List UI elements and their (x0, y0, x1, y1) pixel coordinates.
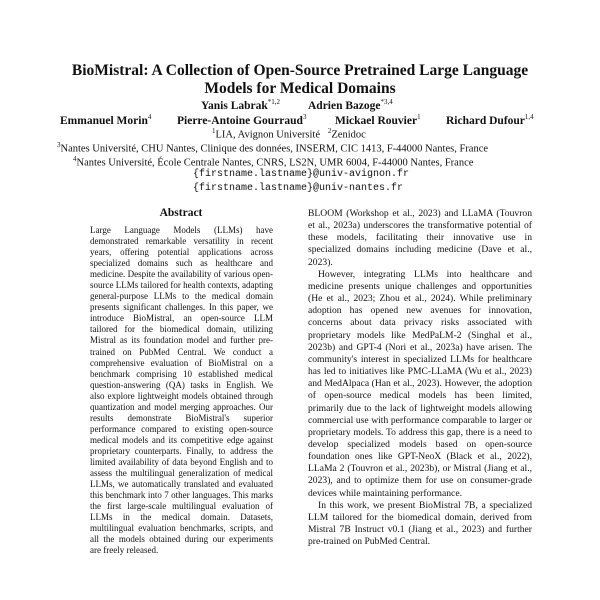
paragraph: BLOOM (Workshop et al., 2023) and LLaMA (Touvron et al., 2023a) underscores the transformative potential of these models, facilitating their innovative use in specialized domains including medicine (Dave et al., 2023). (308, 208, 532, 268)
author-3 (60, 113, 151, 127)
affiliation-sup: 1 (212, 127, 216, 135)
paragraph: However, integrating LLMs into healthcare and medicine presents unique challenges and opportunities (He et al., 2023; Zhou et al., 2024). While preliminary adoption has opened new avenues for innovation, concerns about data privacy risks associated with proprietary models like MedPaLM-2 (Singhal et al., 2023b) and GPT-4 (Nori et al., 2023a) have arisen. The community's interest in specialized LLMs for healthcare has led to initiatives like PMC-LLaMA (Wu et al., 2023) and MedAlpaca (Han et al., 2023). However, the adoption of open-source medical models has been limited, primarily due to the lack of lightweight models allowing commercial use with performance comparable to larger or proprietary models. To address this gap, there is a need to develop specialized models based on open-source foundation ones like GPT-NeoX (Black et al., 2022), LLaMa 2 (Touvron et al., 2023b), or Mistral (Jiang et al., 2023), and to optimize them for use on consumer-grade devices while maintaining performance. (308, 268, 532, 499)
email-nantes[interactable]: {firstname.lastname}@univ-nantes.fr (193, 183, 404, 194)
affiliation-line-2 (57, 141, 488, 155)
author-1 (201, 98, 280, 112)
author-sup: 4 (147, 113, 152, 121)
affiliation-text: Nantes Université, École Centrale Nantes, CNRS, LS2N, UMR 6004, F-44000 Nantes, France (76, 157, 474, 169)
author-sup: *3,4 (380, 98, 393, 106)
affiliation-sup: 3 (57, 141, 61, 149)
affiliation-line-3 (73, 155, 473, 169)
author-sup: 3 (302, 113, 307, 121)
right-column (308, 208, 532, 548)
author-sup: *1,2 (267, 98, 281, 106)
author-name: Yanis Labrak (201, 99, 268, 112)
abstract-body: Large Language Models (LLMs) have demonstrated remarkable versatility in recent years, offering potential applications across specialized domains such as healthcare and medicine. Despite the availability of various open-source LLMs tailored for health contexts, adapting general-purpose LLMs to the medical domain presents significant challenges. In this paper, we introduce BioMistral, an open-source LLM tailored for the biomedical domain, utilizing Mistral as its foundation model and further pre-trained on PubMed Central. We conduct a comprehensive evaluation of BioMistral on a benchmark comprising 10 established medical question-answering (QA) tasks in English. We also explore lightweight models obtained through quantization and model merging approaches. Our results demonstrate BioMistral's superior performance compared to existing open-source medical models and its competitive edge against proprietary counterparts. Finally, to address the limited availability of data beyond English and to assess the multilingual generalization of medical LLMs, we automatically translated and evaluated this benchmark into 7 other languages. This marks the first large-scale multilingual evaluation of LLMs in the medical domain. Datasets, multilingual evaluation benchmarks, scripts, and all the models obtained during our experiments are freely released. (90, 225, 273, 556)
title-line-1: BioMistral: A Collection of Open-Source Pretrained Large Language (71, 62, 529, 79)
affiliation-text: LIA, Avignon Université (215, 129, 320, 141)
affiliation-text: Nantes Université, CHU Nantes, Clinique des données, INSERM, CIC 1413, F-44000 Nantes, France (60, 143, 489, 155)
abstract-heading: Abstract (159, 207, 203, 219)
author-sup: 1 (417, 113, 421, 121)
email-avignon[interactable]: {firstname.lastname}@univ-avignon.fr (193, 169, 410, 180)
title-line-2: Models for Medical Domains (204, 80, 396, 97)
author-2 (308, 98, 393, 112)
affiliation-text: Zenidoc (331, 129, 366, 141)
affiliation-sup: 2 (327, 127, 332, 135)
author-name: Mickael Rouvier (335, 114, 418, 127)
author-5 (335, 113, 421, 127)
author-sup: 1,4 (524, 113, 534, 121)
author-name: Emmanuel Morin (60, 114, 148, 127)
author-4 (177, 113, 306, 127)
affiliation-line-1 (212, 127, 366, 141)
paragraph: In this work, we present BioMistral 7B, a specialized LLM tailored for the biomedical domain, derived from Mistral 7B Instruct v0.1 (Jiang et al., 2023) and further pre-trained on PubMed Central. (308, 499, 532, 548)
author-name: Richard Dufour (446, 114, 525, 127)
affiliation-sup: 4 (73, 155, 77, 163)
author-6 (446, 113, 534, 127)
author-name: Adrien Bazoge (308, 99, 381, 112)
author-name: Pierre-Antoine Gourraud (177, 114, 303, 127)
